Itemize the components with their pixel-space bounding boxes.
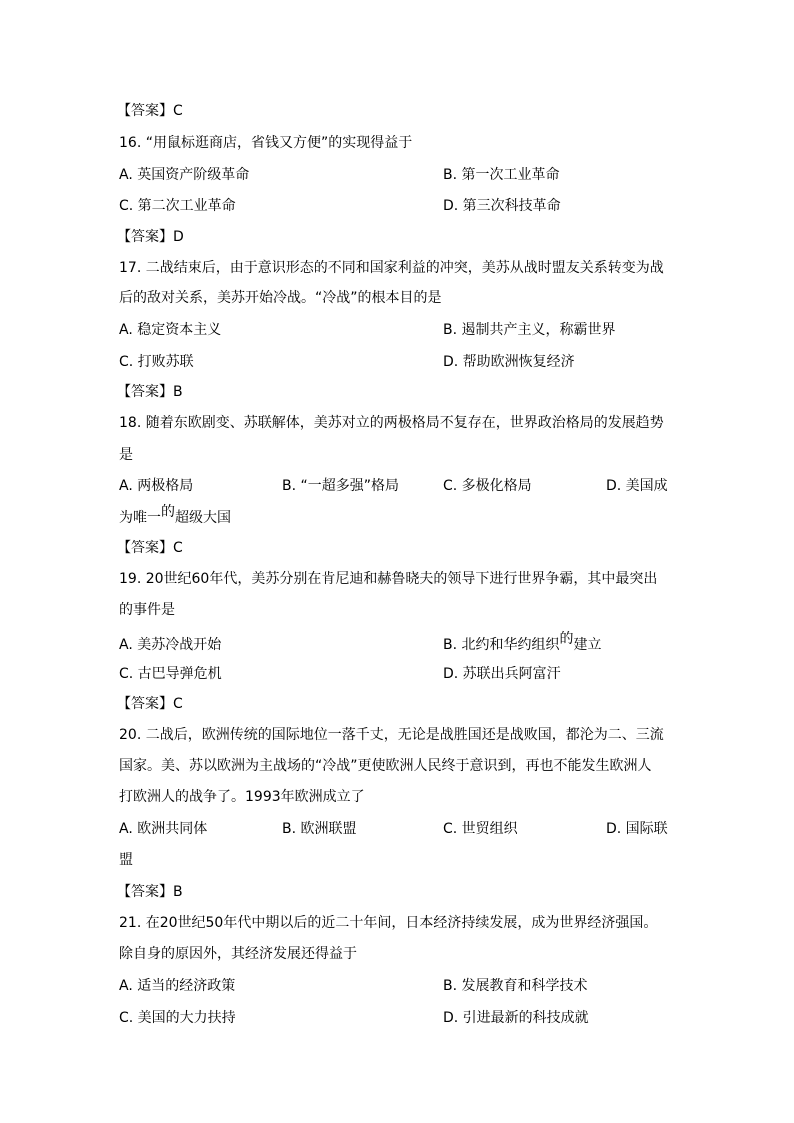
q21-stem-1: 21. 在20世纪50年代中期以后的近二十年间，日本经济持续发展，成为世界经济强国。	[119, 915, 658, 931]
q17-option-a: A. 稳定资本主义	[119, 322, 222, 338]
q16-option-d: D. 第三次科技革命	[443, 198, 561, 214]
q17-option-b: B. 遏制共产主义，称霸世界	[443, 322, 616, 338]
q19-stem-1: 19. 20世纪60年代，美苏分别在肯尼迪和赫鲁晓夫的领导下进行世界争霸，其中最突出	[119, 571, 658, 587]
q16-stem: 16. “用鼠标逛商店，省钱又方便”的实现得益于	[119, 135, 413, 151]
q18-option-b: B. “一超多强”格局	[282, 478, 400, 494]
answer-15: 【答案】C	[117, 103, 183, 119]
q17-stem-2: 后的敌对关系，美苏开始冷战。“冷战”的根本目的是	[119, 290, 442, 306]
q20-option-d-continued: 盟	[119, 852, 133, 868]
q18-answer: 【答案】C	[117, 540, 183, 556]
q21-option-b: B. 发展教育和科学技术	[443, 978, 588, 994]
q19-option-d: D. 苏联出兵阿富汗	[443, 666, 561, 682]
q20-stem-2: 国家。美、苏以欧洲为主战场的“冷战”更使欧洲人民终于意识到，再也不能发生欧洲人	[119, 758, 652, 774]
q16-option-b: B. 第一次工业革命	[443, 167, 560, 183]
q18-option-a: A. 两极格局	[119, 478, 194, 494]
text: 的	[559, 631, 574, 647]
q21-option-c: C. 美国的大力扶持	[119, 1010, 236, 1026]
q17-option-c: C. 打败苏联	[119, 354, 194, 370]
q21-option-a: A. 适当的经济政策	[119, 978, 236, 994]
q16-option-a: A. 英国资产阶级革命	[119, 167, 250, 183]
q20-stem-3: 打欧洲人的战争了。1993年欧洲成立了	[119, 789, 365, 805]
q18-option-c: C. 多极化格局	[443, 478, 532, 494]
q21-stem-2: 除自身的原因外，其经济发展还得益于	[119, 946, 357, 962]
q21-option-d: D. 引进最新的科技成就	[443, 1010, 589, 1026]
q20-answer: 【答案】B	[117, 884, 183, 900]
q20-option-b: B. 欧洲联盟	[282, 821, 357, 837]
q19-option-b	[443, 631, 602, 654]
text: 超级大国	[175, 510, 231, 526]
q17-answer: 【答案】B	[117, 384, 183, 400]
text: 的	[161, 504, 175, 520]
q17-stem-1: 17. 二战结束后，由于意识形态的不同和国家利益的冲突，美苏从战时盟友关系转变为战	[119, 260, 664, 276]
q19-answer: 【答案】C	[117, 696, 183, 712]
q18-stem-1: 18. 随着东欧剧变、苏联解体，美苏对立的两极格局不复存在，世界政治格局的发展趋势	[119, 415, 664, 431]
q18-option-d: D. 美国成	[606, 478, 668, 494]
q19-option-a: A. 美苏冷战开始	[119, 637, 222, 653]
q16-answer: 【答案】D	[117, 229, 184, 245]
q17-option-d: D. 帮助欧洲恢复经济	[443, 354, 575, 370]
q18-option-d-continued	[119, 504, 231, 527]
text: 建立	[573, 637, 602, 653]
text: 为唯一	[119, 510, 161, 526]
q18-stem-2: 是	[119, 447, 133, 463]
q19-stem-2: 的事件是	[119, 602, 175, 618]
q16-option-c: C. 第二次工业革命	[119, 198, 236, 214]
q19-option-c: C. 古巴导弹危机	[119, 666, 222, 682]
q20-option-c: C. 世贸组织	[443, 821, 518, 837]
q20-option-d: D. 国际联	[606, 821, 668, 837]
text: B. 北约和华约组织	[443, 637, 560, 653]
q20-stem-1: 20. 二战后，欧洲传统的国际地位一落千丈，无论是战胜国还是战败国，都沦为二、三流	[119, 727, 664, 743]
q20-option-a: A. 欧洲共同体	[119, 821, 208, 837]
